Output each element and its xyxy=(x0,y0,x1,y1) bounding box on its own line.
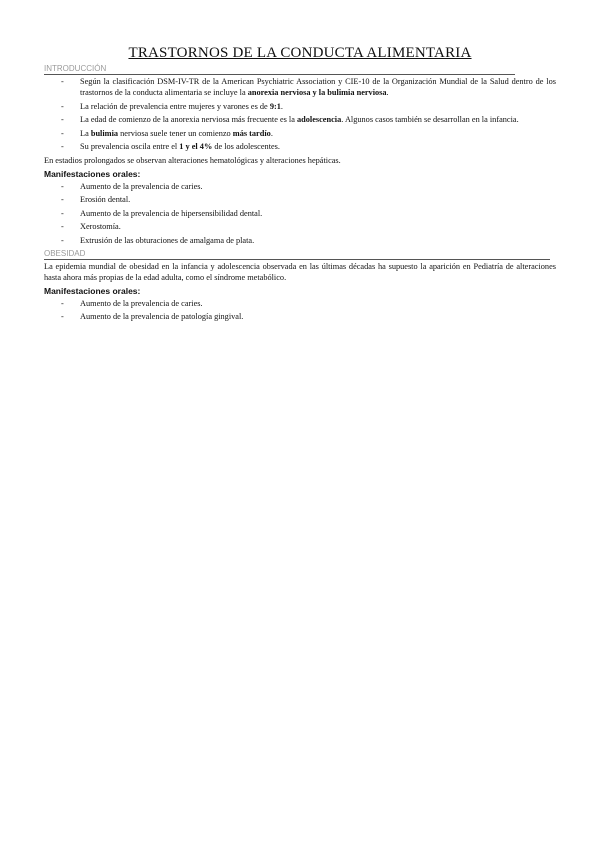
list-item-text: . Algunos casos también se desarrollan en la infancia. xyxy=(341,115,519,124)
list-item-bold: 1 y el 4% xyxy=(179,142,213,151)
section-heading-introduccion: INTRODUCCIÓN xyxy=(44,64,515,75)
list-item-text: nerviosa suele tener un comienzo xyxy=(118,128,233,138)
list-item xyxy=(44,181,556,192)
list-item-text: La xyxy=(80,128,91,138)
oral-manifestations-heading: Manifestaciones orales: xyxy=(44,285,141,296)
section-heading-obesidad: OBESIDAD xyxy=(44,249,550,260)
list-item-text: de los adolescentes. xyxy=(212,142,280,151)
list-item-text: Aumento de la prevalencia de hipersensibilidad dental. xyxy=(80,208,263,218)
list-dash: - xyxy=(61,142,64,151)
obesity-oral-list xyxy=(44,298,556,323)
list-item xyxy=(44,76,556,98)
list-dash: - xyxy=(61,195,64,204)
list-item-text: Extrusión de las obturaciones de amalgama de plata. xyxy=(80,235,255,245)
list-item-text: Aumento de la prevalencia de patología gingival. xyxy=(80,312,244,321)
list-item-text: . xyxy=(270,128,273,138)
list-item xyxy=(44,311,556,322)
list-item-text: La edad de comienzo de la anorexia nerviosa más frecuente es la xyxy=(80,115,297,124)
page-title: TRASTORNOS DE LA CONDUCTA ALIMENTARIA xyxy=(128,45,472,61)
list-dash: - xyxy=(61,101,64,111)
list-item-bold: 9:1 xyxy=(269,101,281,111)
list-item xyxy=(44,101,556,112)
list-item-bold: adolescencia xyxy=(297,115,342,124)
list-dash: - xyxy=(61,298,64,308)
list-item xyxy=(44,194,556,205)
list-item xyxy=(44,141,556,152)
list-item xyxy=(44,221,556,232)
intro-bullet-list xyxy=(44,76,556,152)
list-dash: - xyxy=(61,181,64,191)
list-item-text: Erosión dental. xyxy=(80,195,131,204)
list-item xyxy=(44,208,556,219)
list-dash: - xyxy=(61,115,64,124)
list-item-text: Según la clasificación DSM-IV-TR de la American Psychiatric Association y CIE-10 de la Organización Mundial de la Salud dentro de los trastornos de la conducta alimentaria se incluye la xyxy=(80,77,556,97)
list-item-text: La relación de prevalencia entre mujeres y varones es de xyxy=(80,101,270,111)
list-item-text: Su prevalencia oscila entre el xyxy=(80,142,180,151)
list-item-text: Aumento de la prevalencia de caries. xyxy=(80,181,203,191)
list-item xyxy=(44,128,556,139)
list-dash: - xyxy=(61,312,64,321)
list-item xyxy=(44,235,556,246)
intro-oral-list xyxy=(44,181,556,246)
list-item xyxy=(44,114,556,125)
list-item-text: Xerostomía. xyxy=(80,222,121,231)
list-dash: - xyxy=(61,77,64,86)
list-item-text: . xyxy=(280,101,283,111)
list-item-text: Aumento de la prevalencia de caries. xyxy=(80,298,203,308)
list-dash: - xyxy=(61,235,64,245)
list-item-bold: anorexia nerviosa y la bulimia nerviosa xyxy=(247,88,387,97)
list-dash: - xyxy=(61,128,64,138)
list-item-bold: más tardío xyxy=(232,128,271,138)
obesity-paragraph: La epidemia mundial de obesidad en la infancia y adolescencia observada en las últimas décadas ha supuesto la aparición en Pediatría de alteraciones hasta ahora más propias de la edad adulta, como el síndrome metabólico. xyxy=(44,261,556,282)
oral-manifestations-heading: Manifestaciones orales: xyxy=(44,168,141,179)
list-item xyxy=(44,298,556,309)
list-item-text: . xyxy=(386,88,389,97)
intro-paragraph: En estadios prolongados se observan alteraciones hematológicas y alteraciones hepáticas. xyxy=(44,155,341,165)
list-dash: - xyxy=(61,222,64,231)
list-dash: - xyxy=(61,208,64,218)
list-item-bold: bulimia xyxy=(90,128,119,138)
